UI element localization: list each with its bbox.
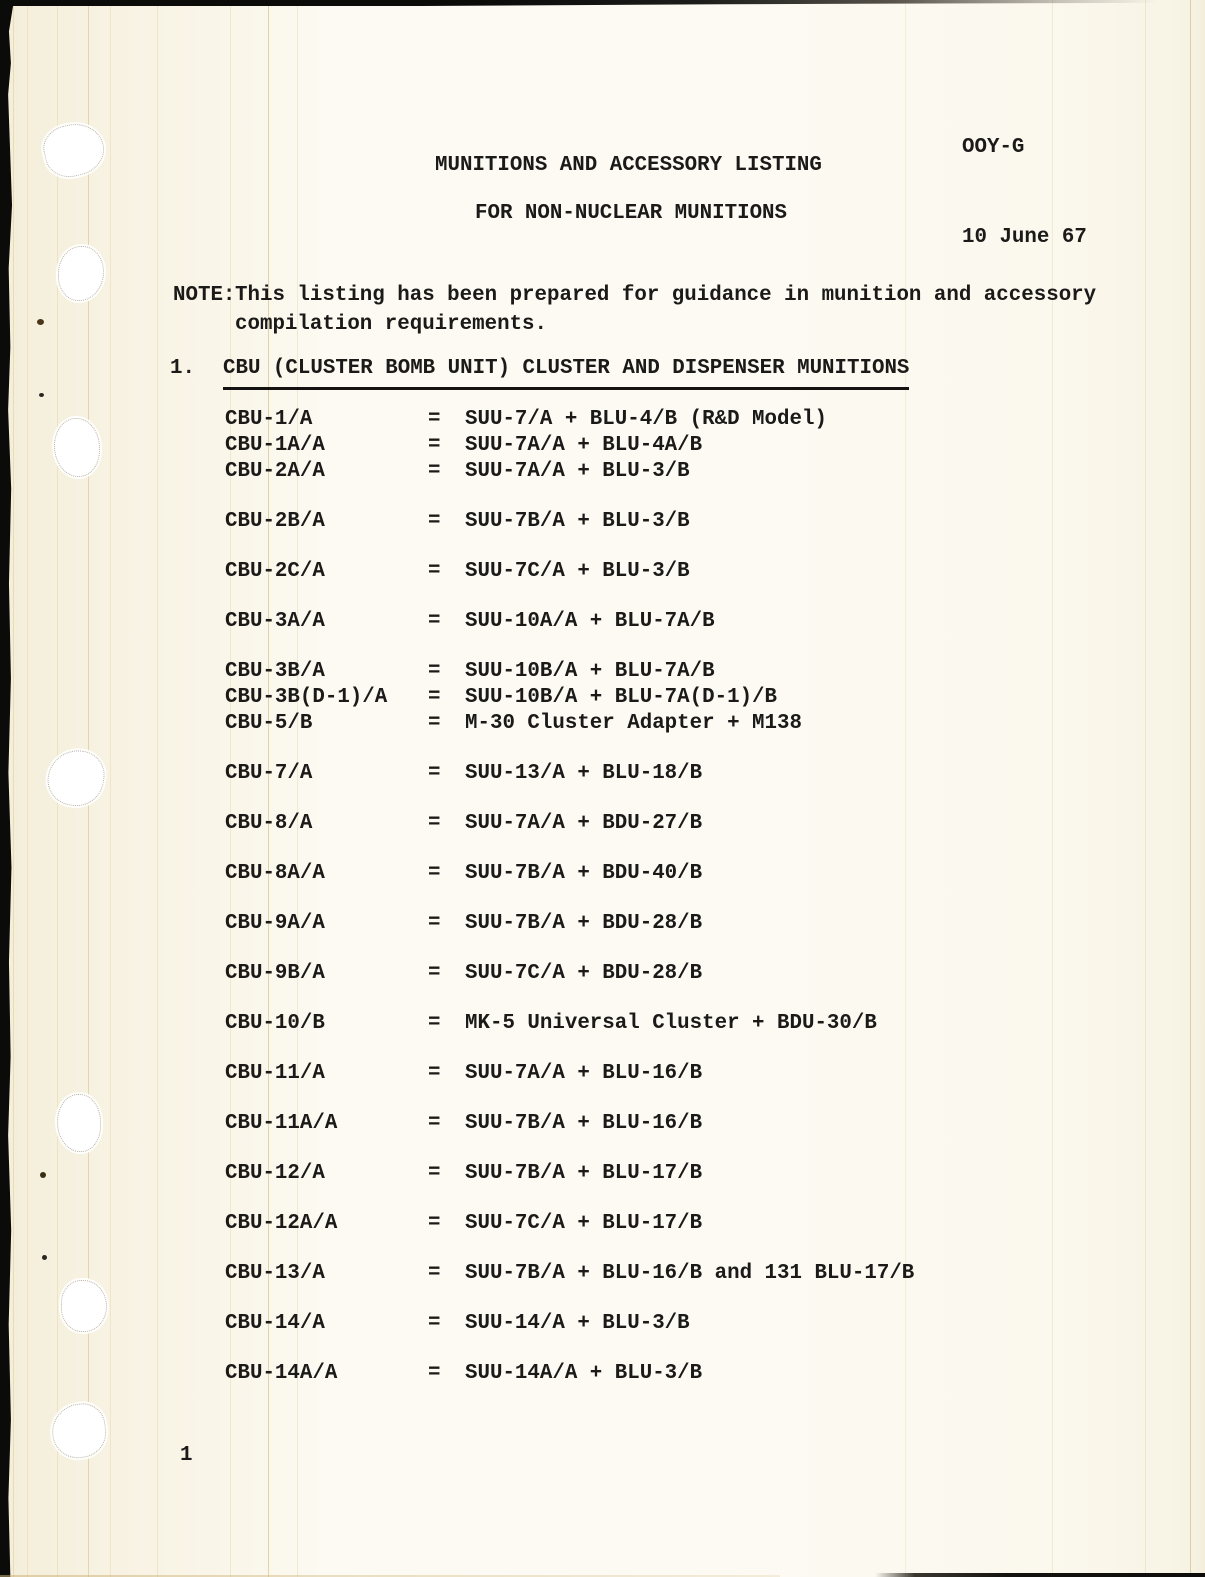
munition-composition: SUU-10B/A + BLU-7A(D-1)/B (465, 686, 778, 709)
munition-designation: CBU-2B/A (225, 510, 325, 533)
punch-hole (54, 418, 100, 477)
munition-designation: CBU-5/B (225, 712, 313, 735)
munition-designation: CBU-14A/A (225, 1362, 338, 1385)
munition-composition: SUU-10A/A + BLU-7A/B (465, 610, 715, 633)
equals-sign: = (428, 434, 441, 457)
punch-hole (57, 1094, 101, 1152)
munition-designation: CBU-1/A (225, 408, 313, 431)
munition-composition: SUU-14/A + BLU-3/B (465, 1312, 690, 1335)
equals-sign: = (428, 712, 441, 735)
equals-sign: = (428, 510, 441, 533)
listing-row (225, 509, 914, 535)
document-id: OOY-G (962, 136, 1025, 159)
listing-row (225, 1211, 914, 1237)
equals-sign: = (428, 460, 441, 483)
scan-edge-top (0, 0, 1205, 6)
munition-composition: SUU-7B/A + BLU-16/B (465, 1112, 703, 1135)
munition-composition: SUU-7B/A + BLU-16/B and 131 BLU-17/B (465, 1262, 915, 1285)
listing-row (225, 911, 914, 937)
munition-composition: SUU-7/A + BLU-4/B (R&D Model) (465, 408, 827, 431)
munition-composition: SUU-7C/A + BLU-3/B (465, 560, 690, 583)
listing-row (225, 433, 914, 459)
note-text-line-2: compilation requirements. (235, 313, 548, 336)
punch-hole (61, 1280, 107, 1332)
equals-sign: = (428, 560, 441, 583)
munition-designation: CBU-3B(D-1)/A (225, 686, 388, 709)
munition-designation: CBU-7/A (225, 762, 313, 785)
munition-designation: CBU-14/A (225, 1312, 325, 1335)
munition-composition: SUU-7C/A + BLU-17/B (465, 1212, 703, 1235)
document-date: 10 June 67 (962, 226, 1087, 249)
equals-sign: = (428, 1112, 441, 1135)
equals-sign: = (428, 812, 441, 835)
equals-sign: = (428, 610, 441, 633)
equals-sign: = (428, 408, 441, 431)
listing-row (225, 961, 914, 987)
listing-row (225, 407, 914, 433)
munition-designation: CBU-8A/A (225, 862, 325, 885)
munition-composition: SUU-7B/A + BLU-3/B (465, 510, 690, 533)
page-number: 1 (180, 1444, 193, 1467)
speck (39, 393, 44, 397)
munition-composition: SUU-14A/A + BLU-3/B (465, 1362, 703, 1385)
note-label: NOTE: (173, 284, 236, 307)
munition-designation: CBU-1A/A (225, 434, 325, 457)
munition-designation: CBU-9A/A (225, 912, 325, 935)
listing-row (225, 659, 914, 685)
listing-row (225, 1161, 914, 1187)
note-text-line-1: This listing has been prepared for guidance in munition and accessory (235, 284, 1097, 307)
section-heading: CBU (CLUSTER BOMB UNIT) CLUSTER AND DISPENSER MUNITIONS (223, 356, 909, 390)
punch-hole (44, 746, 109, 811)
munition-composition: MK-5 Universal Cluster + BDU-30/B (465, 1012, 877, 1035)
munition-designation: CBU-3A/A (225, 610, 325, 633)
munition-composition: SUU-7C/A + BDU-28/B (465, 962, 703, 985)
munition-composition: SUU-7B/A + BDU-28/B (465, 912, 703, 935)
punch-hole (58, 246, 104, 301)
munition-composition: SUU-13/A + BLU-18/B (465, 762, 703, 785)
equals-sign: = (428, 862, 441, 885)
listing-row (225, 1061, 914, 1087)
equals-sign: = (428, 1362, 441, 1385)
equals-sign: = (428, 1162, 441, 1185)
equals-sign: = (428, 1312, 441, 1335)
speck (40, 1172, 46, 1178)
equals-sign: = (428, 762, 441, 785)
munition-composition: SUU-7B/A + BDU-40/B (465, 862, 703, 885)
listing-row (225, 609, 914, 635)
munition-composition: SUU-7A/A + BLU-4A/B (465, 434, 703, 457)
listing-row (225, 1011, 914, 1037)
section-number: 1. (170, 357, 195, 380)
munition-designation: CBU-12A/A (225, 1212, 338, 1235)
munition-composition: SUU-7A/A + BLU-16/B (465, 1062, 703, 1085)
munition-designation: CBU-11/A (225, 1062, 325, 1085)
listing-row (225, 711, 914, 737)
page-title-line-2: FOR NON-NUCLEAR MUNITIONS (475, 202, 788, 225)
equals-sign: = (428, 686, 441, 709)
munition-designation: CBU-11A/A (225, 1112, 338, 1135)
ledger-rule (13, 0, 14, 1577)
speck (42, 1255, 47, 1260)
listing-row (225, 685, 914, 711)
munitions-listing (225, 407, 914, 1387)
munition-composition: M-30 Cluster Adapter + M138 (465, 712, 802, 735)
munition-designation: CBU-9B/A (225, 962, 325, 985)
equals-sign: = (428, 962, 441, 985)
listing-row (225, 811, 914, 837)
listing-row (225, 1311, 914, 1337)
listing-row (225, 459, 914, 485)
munition-designation: CBU-8/A (225, 812, 313, 835)
munition-designation: CBU-12/A (225, 1162, 325, 1185)
munition-composition: SUU-7A/A + BDU-27/B (465, 812, 703, 835)
equals-sign: = (428, 1062, 441, 1085)
munition-composition: SUU-7B/A + BLU-17/B (465, 1162, 703, 1185)
ledger-rule (1190, 0, 1191, 1577)
punch-hole (39, 118, 110, 183)
scan-edge-left (0, 0, 14, 1577)
ledger-rule (27, 0, 28, 1577)
equals-sign: = (428, 912, 441, 935)
equals-sign: = (428, 1262, 441, 1285)
ledger-rule (110, 0, 111, 1577)
listing-row (225, 1111, 914, 1137)
listing-row (225, 861, 914, 887)
equals-sign: = (428, 1012, 441, 1035)
munition-designation: CBU-2A/A (225, 460, 325, 483)
speck (37, 319, 44, 325)
listing-row (225, 1361, 914, 1387)
munition-designation: CBU-13/A (225, 1262, 325, 1285)
listing-row (225, 1261, 914, 1287)
ledger-rule (157, 0, 158, 1577)
munition-composition: SUU-10B/A + BLU-7A/B (465, 660, 715, 683)
equals-sign: = (428, 1212, 441, 1235)
munition-designation: CBU-3B/A (225, 660, 325, 683)
scan-edge-bottom (875, 1573, 1205, 1577)
page-title-line-1: MUNITIONS AND ACCESSORY LISTING (435, 154, 822, 177)
munition-designation: CBU-10/B (225, 1012, 325, 1035)
equals-sign: = (428, 660, 441, 683)
munition-composition: SUU-7A/A + BLU-3/B (465, 460, 690, 483)
listing-row (225, 761, 914, 787)
ledger-rule (1145, 0, 1146, 1577)
munition-designation: CBU-2C/A (225, 560, 325, 583)
listing-row (225, 559, 914, 585)
